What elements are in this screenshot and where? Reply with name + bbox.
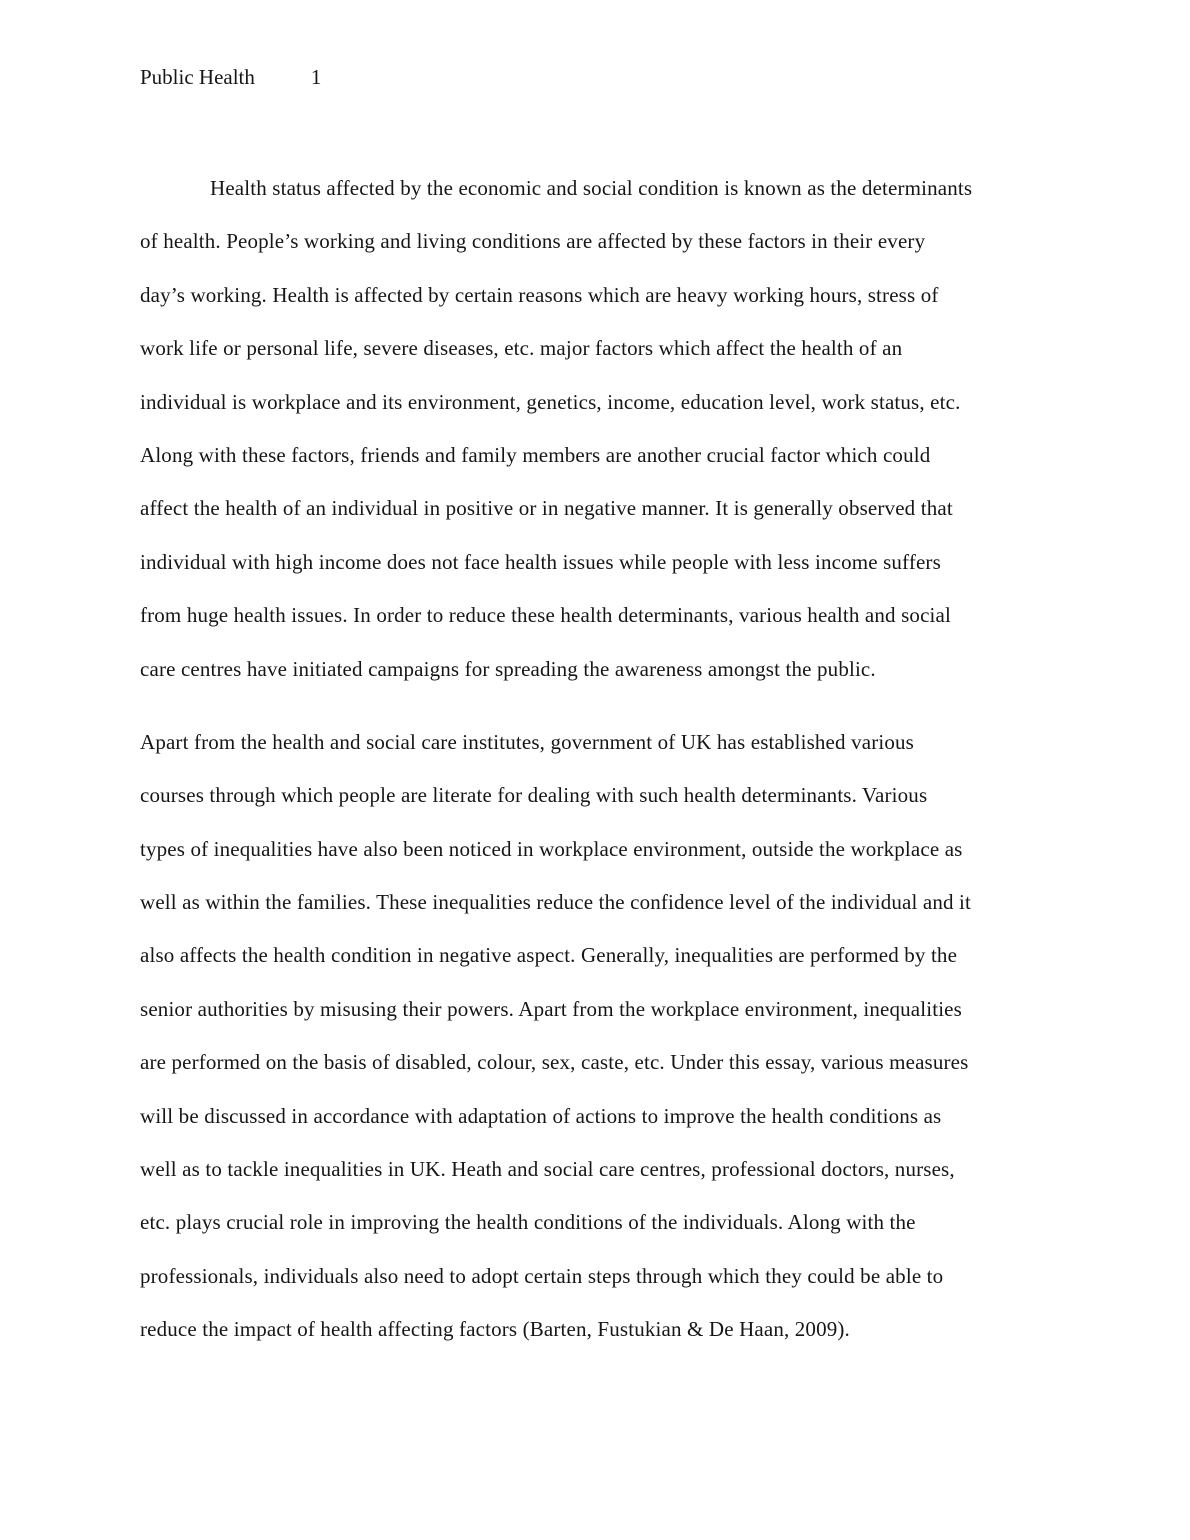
paragraph-2 xyxy=(140,716,1052,1357)
text-line: well as to tackle inequalities in UK. Heath and social care centres, professional doctors, nurses, xyxy=(140,1157,955,1182)
text-line: senior authorities by misusing their powers. Apart from the workplace environment, inequalities xyxy=(140,996,962,1021)
text-line: Health status affected by the economic and social condition is known as the determinants xyxy=(210,176,973,200)
text-line: day’s working. Health is affected by certain reasons which are heavy working hours, stress of xyxy=(140,282,939,307)
text-line: affect the health of an individual in positive or in negative manner. It is generally observed that xyxy=(140,496,953,521)
text-line: care centres have initiated campaigns for spreading the awareness amongst the public. xyxy=(140,656,876,681)
page-header xyxy=(140,63,321,91)
text-line: from huge health issues. In order to reduce these health determinants, various health and social xyxy=(140,603,951,628)
text-line: reduce the impact of health affecting factors (Barten, Fustukian & De Haan, 2009). xyxy=(140,1317,850,1342)
text-line: individual with high income does not face health issues while people with less income suffers xyxy=(140,549,941,574)
text-line: individual is workplace and its environment, genetics, income, education level, work status, etc. xyxy=(140,389,961,414)
text-line: also affects the health condition in negative aspect. Generally, inequalities are performed by the xyxy=(140,943,958,968)
text-line: professionals, individuals also need to adopt certain steps through which they could be able to xyxy=(140,1263,944,1288)
running-head-title: Public Health xyxy=(140,65,255,89)
text-line: will be discussed in accordance with adaptation of actions to improve the health conditions as xyxy=(140,1103,942,1128)
text-line: types of inequalities have also been noticed in workplace environment, outside the workplace as xyxy=(140,836,963,861)
text-line: well as within the families. These inequalities reduce the confidence level of the individual and it xyxy=(140,890,972,915)
text-line: Apart from the health and social care institutes, government of UK has established various xyxy=(140,729,914,754)
paragraph-1 xyxy=(140,162,1052,696)
text-line: etc. plays crucial role in improving the health conditions of the individuals. Along with the xyxy=(140,1210,916,1235)
text-line: of health. People’s working and living conditions are affected by these factors in their every xyxy=(140,229,926,254)
text-line: courses through which people are literate for dealing with such health determinants. Various xyxy=(140,783,928,808)
text-line: work life or personal life, severe diseases, etc. major factors which affect the health of an xyxy=(140,336,903,361)
text-line: Along with these factors, friends and family members are another crucial factor which could xyxy=(140,442,931,467)
page-number: 1 xyxy=(310,65,322,89)
document-body xyxy=(140,162,1052,1357)
text-line: are performed on the basis of disabled, colour, sex, caste, etc. Under this essay, various measures xyxy=(140,1050,969,1075)
